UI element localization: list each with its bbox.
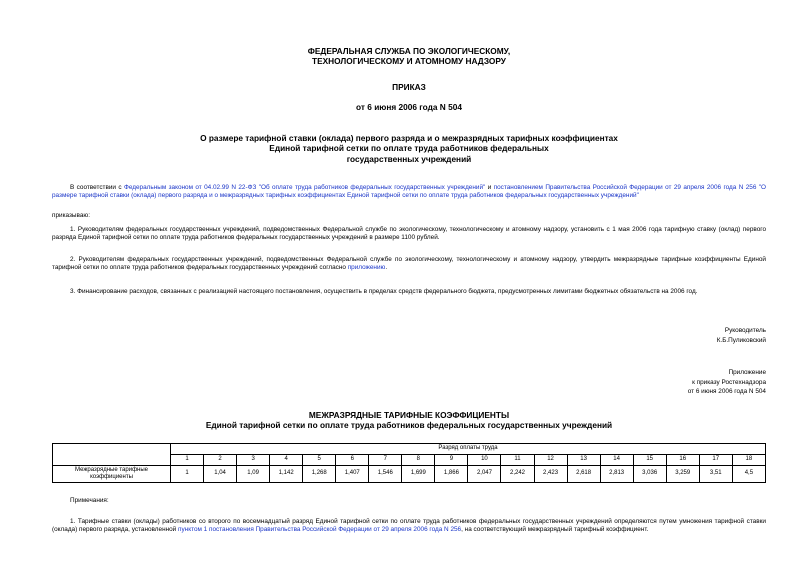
coefficient-cell: 2,047 bbox=[468, 465, 501, 482]
rank-header-cell: 6 bbox=[336, 454, 369, 465]
agency-line-1: ФЕДЕРАЛЬНАЯ СЛУЖБА ПО ЭКОЛОГИЧЕСКОМУ, bbox=[307, 46, 511, 56]
item-2-end: . bbox=[385, 264, 388, 272]
note-1-paragraph bbox=[52, 518, 766, 535]
rank-header-cell: 18 bbox=[732, 454, 765, 465]
item-2-paragraph bbox=[52, 256, 766, 273]
appendix-link[interactable]: приложению bbox=[347, 264, 386, 272]
rank-header-cell: 1 bbox=[171, 454, 204, 465]
order-subject bbox=[52, 133, 766, 164]
item-3-paragraph bbox=[52, 288, 766, 296]
appendix-subtitle: Единой тарифной сетки по оплате труда работников федеральных государственных учреждений bbox=[205, 420, 613, 431]
appendix-ref-line-1: к приказу Ростехнадзора bbox=[692, 378, 766, 386]
rank-header-cell: 2 bbox=[204, 454, 237, 465]
coefficient-cell: 1 bbox=[171, 465, 204, 482]
signature-block bbox=[717, 326, 766, 345]
rank-header-cell: 3 bbox=[237, 454, 270, 465]
table-corner-cell bbox=[53, 444, 171, 466]
agency-heading bbox=[52, 46, 766, 67]
preamble-text-1: В соответствии с bbox=[70, 184, 124, 191]
signature-title: Руководитель bbox=[724, 327, 766, 334]
rank-header-cell: 15 bbox=[633, 454, 666, 465]
coefficient-cell: 1,268 bbox=[303, 465, 336, 482]
appendix-heading bbox=[52, 410, 766, 431]
subject-line-2: Единой тарифной сетки по оплате труда работников федеральных bbox=[269, 143, 549, 154]
appendix-label: Приложение bbox=[728, 369, 766, 376]
appendix-title: МЕЖРАЗРЯДНЫЕ ТАРИФНЫЕ КОЭФФИЦИЕНТЫ bbox=[308, 410, 510, 420]
table-row bbox=[53, 465, 766, 482]
coefficient-cell: 1,04 bbox=[204, 465, 237, 482]
table-header-row bbox=[53, 444, 766, 455]
item-1-text: 1. Руководителям федеральных государственных учреждений, подведомственных Федеральной службе по экологическому, технологическому и атомному надзору, установить с 1 мая 2006 года тарифную ставку (оклад) первого разряда Единой тарифной сетки по оплате труда работников федеральных государственных учреждений в размере 1100 рублей. bbox=[52, 226, 766, 242]
note-1-text: 1. Тарифные ставки (оклады) работников со второго по восемнадцатый разряд Единой тарифной сетки по оплате труда работников федеральных государственных учреждений определяются путем умножения тарифной ставки (оклада) первого разряда, установленной bbox=[52, 518, 766, 534]
subject-line-1: О размере тарифной ставки (оклада) первого разряда и о межразрядных тарифных коэффициентах bbox=[200, 133, 618, 143]
rank-header-cell: 12 bbox=[534, 454, 567, 465]
coefficient-cell: 3,036 bbox=[633, 465, 666, 482]
note-1-end: , на соответствующий межразрядный тарифный коэффициент. bbox=[461, 526, 649, 534]
rank-header-cell: 10 bbox=[468, 454, 501, 465]
rank-header-cell: 5 bbox=[303, 454, 336, 465]
coefficient-cell: 2,242 bbox=[501, 465, 534, 482]
notes-label: Примечания: bbox=[70, 497, 109, 504]
command-word: приказываю: bbox=[52, 212, 90, 219]
decree-point-link[interactable]: пунктом 1 постановления Правительства Российской Федерации от 29 апреля 2006 года N 256 bbox=[178, 526, 462, 534]
order-label: ПРИКАЗ bbox=[392, 82, 426, 92]
table-group-header: Разряд оплаты труда bbox=[171, 444, 766, 455]
coefficient-cell: 3,51 bbox=[699, 465, 732, 482]
rank-header-cell: 9 bbox=[435, 454, 468, 465]
coefficient-cell: 2,423 bbox=[534, 465, 567, 482]
rank-header-cell: 16 bbox=[666, 454, 699, 465]
preamble-paragraph bbox=[52, 184, 766, 201]
item-2-text: 2. Руководителям федеральных государственных учреждений, подведомственных Федеральной службе по экологическому, технологическому и атомному надзору, утвердить межразрядные тарифные коэффициенты Единой тарифной сетки по оплате труда работников федеральных государственных учреждений согласно bbox=[52, 256, 766, 272]
rank-header-cell: 4 bbox=[270, 454, 303, 465]
appendix-reference bbox=[688, 368, 766, 397]
government-decree-link[interactable]: постановлением Правительства Российской Федерации от 29 апреля 2006 года N 256 "О размере тарифной ставки (оклада) первого разряда и о межразрядных тарифных коэффициентах Единой тарифной сетки по оплате труда работников федеральных государственных учреждений" bbox=[52, 184, 767, 200]
coefficient-cell: 1,142 bbox=[270, 465, 303, 482]
federal-law-link[interactable]: Федеральным законом от 04.02.99 N 22-ФЗ "Об оплате труда работников федеральных государственных учреждений" bbox=[123, 184, 486, 191]
coefficient-cell: 1,699 bbox=[402, 465, 435, 482]
subject-line-3: государственных учреждений bbox=[346, 153, 472, 164]
coefficient-cell: 1,407 bbox=[336, 465, 369, 482]
item-3-text: 3. Финансирование расходов, связанных с реализацией настоящего постановления, осуществить в пределах средств федерального бюджета, предусмотренных лимитами бюджетных обязательств на 2006 год. bbox=[70, 288, 698, 295]
coefficient-cell: 1,09 bbox=[237, 465, 270, 482]
preamble-text-2: и bbox=[485, 184, 494, 191]
rank-header-cell: 8 bbox=[402, 454, 435, 465]
rank-header-cell: 7 bbox=[369, 454, 402, 465]
agency-line-2: ТЕХНОЛОГИЧЕСКОМУ И АТОМНОМУ НАДЗОРУ bbox=[312, 56, 506, 67]
appendix-ref-line-2: от 6 июня 2006 года N 504 bbox=[687, 388, 766, 396]
coefficient-cell: 1,866 bbox=[435, 465, 468, 482]
notes-label-line bbox=[52, 497, 766, 505]
rank-header-cell: 17 bbox=[699, 454, 732, 465]
table-row-label: Межразрядные тарифные коэффициенты bbox=[53, 465, 171, 482]
rank-header-cell: 13 bbox=[567, 454, 600, 465]
rank-header-cell: 14 bbox=[600, 454, 633, 465]
coefficients-table bbox=[52, 443, 766, 483]
rank-header-cell: 11 bbox=[501, 454, 534, 465]
coefficient-cell: 1,546 bbox=[369, 465, 402, 482]
order-date: от 6 июня 2006 года N 504 bbox=[356, 102, 462, 112]
coefficient-cell: 4,5 bbox=[732, 465, 765, 482]
signature-name: К.Б.Пуликовский bbox=[716, 336, 766, 344]
item-1-paragraph bbox=[52, 226, 766, 243]
coefficient-cell: 2,618 bbox=[567, 465, 600, 482]
coefficient-cell: 3,259 bbox=[666, 465, 699, 482]
coefficient-cell: 2,813 bbox=[600, 465, 633, 482]
